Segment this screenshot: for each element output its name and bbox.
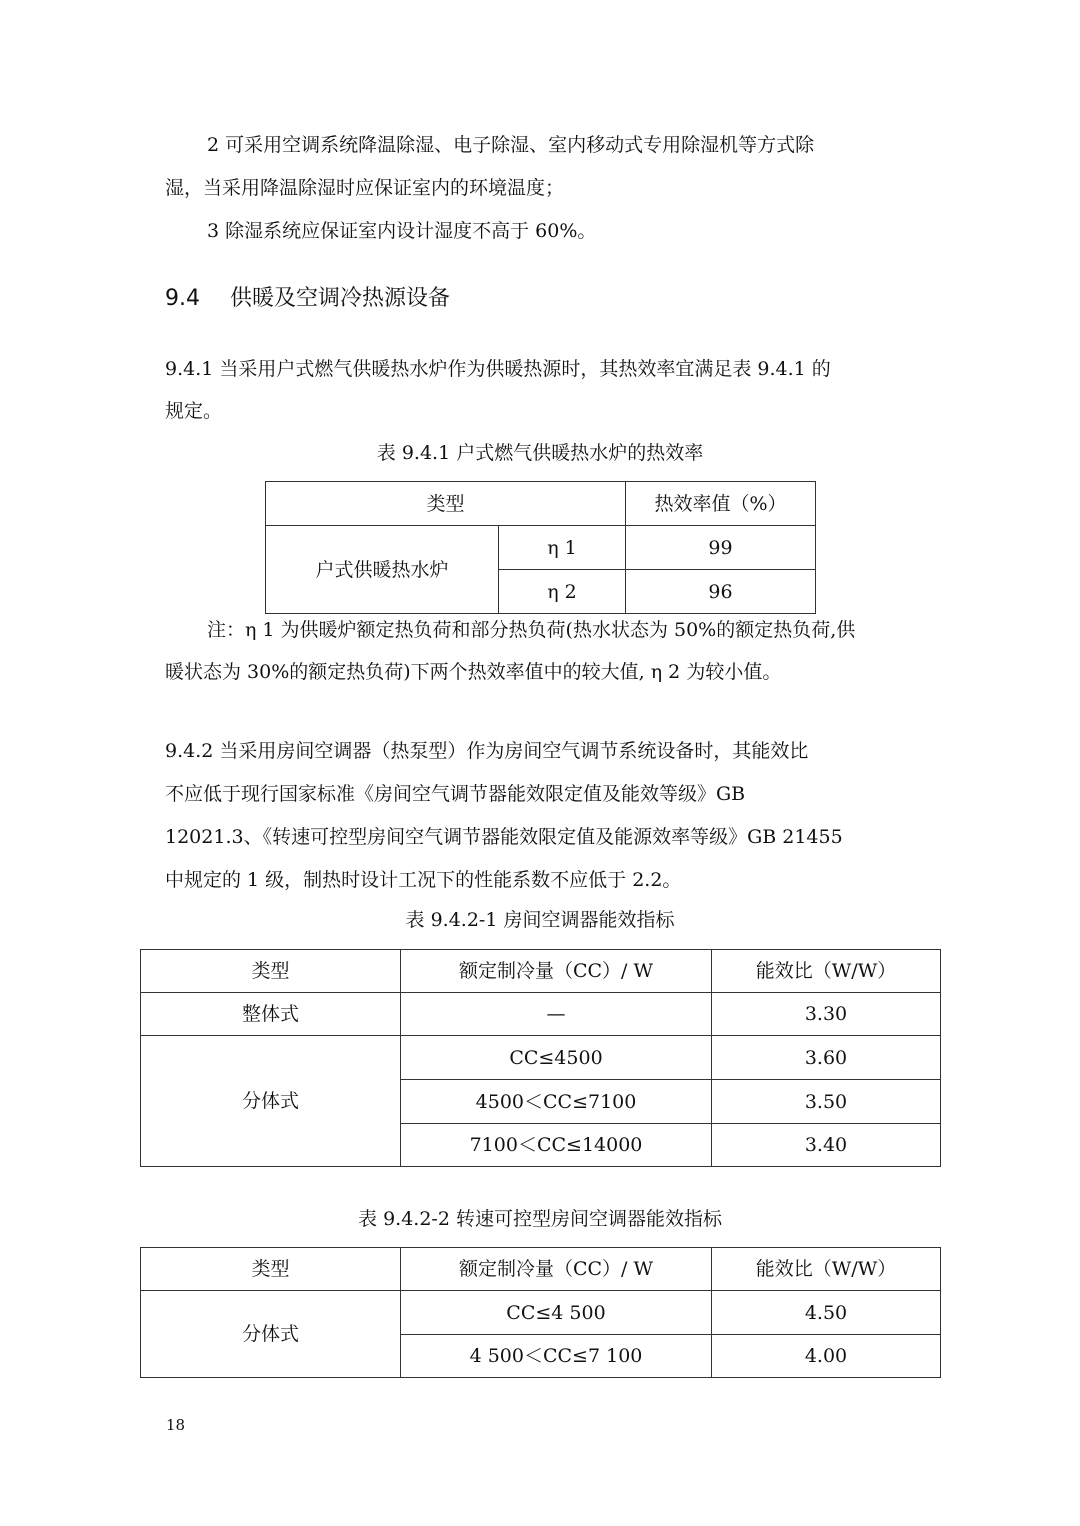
clause-9-4-2-line-4: 中规定的 1 级，制热时设计工况下的性能系数不应低于 2.2。 bbox=[165, 869, 682, 891]
table-cell-label: η 2 bbox=[499, 570, 626, 614]
clause-9-4-2-line-3: 12021.3、《转速可控型房间空气调节器能效限定值及能源效率等级》GB 21455 bbox=[165, 826, 843, 848]
table-cell-capacity: CC≤4 500 bbox=[401, 1291, 712, 1335]
table-header-value: 热效率值（%） bbox=[626, 482, 816, 526]
table-cell-capacity: CC≤4500 bbox=[401, 1036, 712, 1080]
note-line-1: 注：η 1 为供暖炉额定热负荷和部分热负荷(热水状态为 50%的额定热负荷,供 bbox=[207, 619, 856, 641]
table-header-capacity: 额定制冷量（CC）/ W bbox=[401, 950, 712, 993]
clause-9-4-1-line-2: 规定。 bbox=[165, 400, 223, 422]
table-9-4-1-caption: 表 9.4.1 户式燃气供暖热水炉的热效率 bbox=[376, 442, 704, 464]
table-cell-eer: 4.00 bbox=[712, 1335, 941, 1378]
table-cell-value: 96 bbox=[626, 570, 816, 614]
clause-9-4-2-line-1: 9.4.2 当采用房间空调器（热泵型）作为房间空气调节系统设备时，其能效比 bbox=[165, 740, 809, 762]
table-cell-type: 户式供暖热水炉 bbox=[266, 526, 499, 614]
table-cell-type: 分体式 bbox=[141, 1291, 401, 1378]
table-9-4-2-1-caption: 表 9.4.2-1 房间空调器能效指标 bbox=[405, 909, 675, 931]
table-cell-type: 分体式 bbox=[141, 1036, 401, 1167]
table-9-4-2-2-caption: 表 9.4.2-2 转速可控型房间空调器能效指标 bbox=[358, 1208, 722, 1230]
table-header-type: 类型 bbox=[266, 482, 626, 526]
clause-9-4-1-line-1: 9.4.1 当采用户式燃气供暖热水炉作为供暖热源时，其热效率宜满足表 9.4.1 的 bbox=[165, 358, 831, 380]
table-cell-label: η 1 bbox=[499, 526, 626, 570]
table-cell-capacity: 4 500＜CC≤7 100 bbox=[401, 1335, 712, 1378]
table-cell-eer: 4.50 bbox=[712, 1291, 941, 1335]
table-header-eer: 能效比（W/W） bbox=[712, 950, 941, 993]
section-title: 供暖及空调冷热源设备 bbox=[230, 286, 451, 311]
page-number: 18 bbox=[166, 1416, 186, 1434]
table-cell-eer: 3.60 bbox=[712, 1036, 941, 1080]
table-header-type: 类型 bbox=[141, 1248, 401, 1291]
table-cell-type: 整体式 bbox=[141, 993, 401, 1036]
item-3: 3 除湿系统应保证室内设计湿度不高于 60%。 bbox=[207, 220, 597, 242]
table-cell-capacity: — bbox=[401, 993, 712, 1036]
table-header-type: 类型 bbox=[141, 950, 401, 993]
table-cell-eer: 3.30 bbox=[712, 993, 941, 1036]
table-cell-eer: 3.40 bbox=[712, 1124, 941, 1167]
item-2-line-2: 湿，当采用降温除湿时应保证室内的环境温度； bbox=[165, 177, 565, 199]
table-cell-eer: 3.50 bbox=[712, 1080, 941, 1124]
table-cell-capacity: 7100＜CC≤14000 bbox=[401, 1124, 712, 1167]
table-9-4-1 bbox=[265, 481, 816, 614]
section-number: 9.4 bbox=[165, 286, 200, 311]
table-header-capacity: 额定制冷量（CC）/ W bbox=[401, 1248, 712, 1291]
section-heading bbox=[165, 287, 450, 311]
table-header-eer: 能效比（W/W） bbox=[712, 1248, 941, 1291]
clause-9-4-2-line-2: 不应低于现行国家标准《房间空气调节器能效限定值及能效等级》GB bbox=[165, 783, 746, 805]
table-cell-value: 99 bbox=[626, 526, 816, 570]
table-cell-capacity: 4500＜CC≤7100 bbox=[401, 1080, 712, 1124]
item-2-line-1: 2 可采用空调系统降温除湿、电子除湿、室内移动式专用除湿机等方式除 bbox=[207, 134, 815, 156]
note-line-2: 暖状态为 30%的额定热负荷)下两个热效率值中的较大值, η 2 为较小值。 bbox=[165, 661, 782, 683]
table-9-4-2-2 bbox=[140, 1247, 941, 1378]
table-9-4-2-1 bbox=[140, 949, 941, 1167]
